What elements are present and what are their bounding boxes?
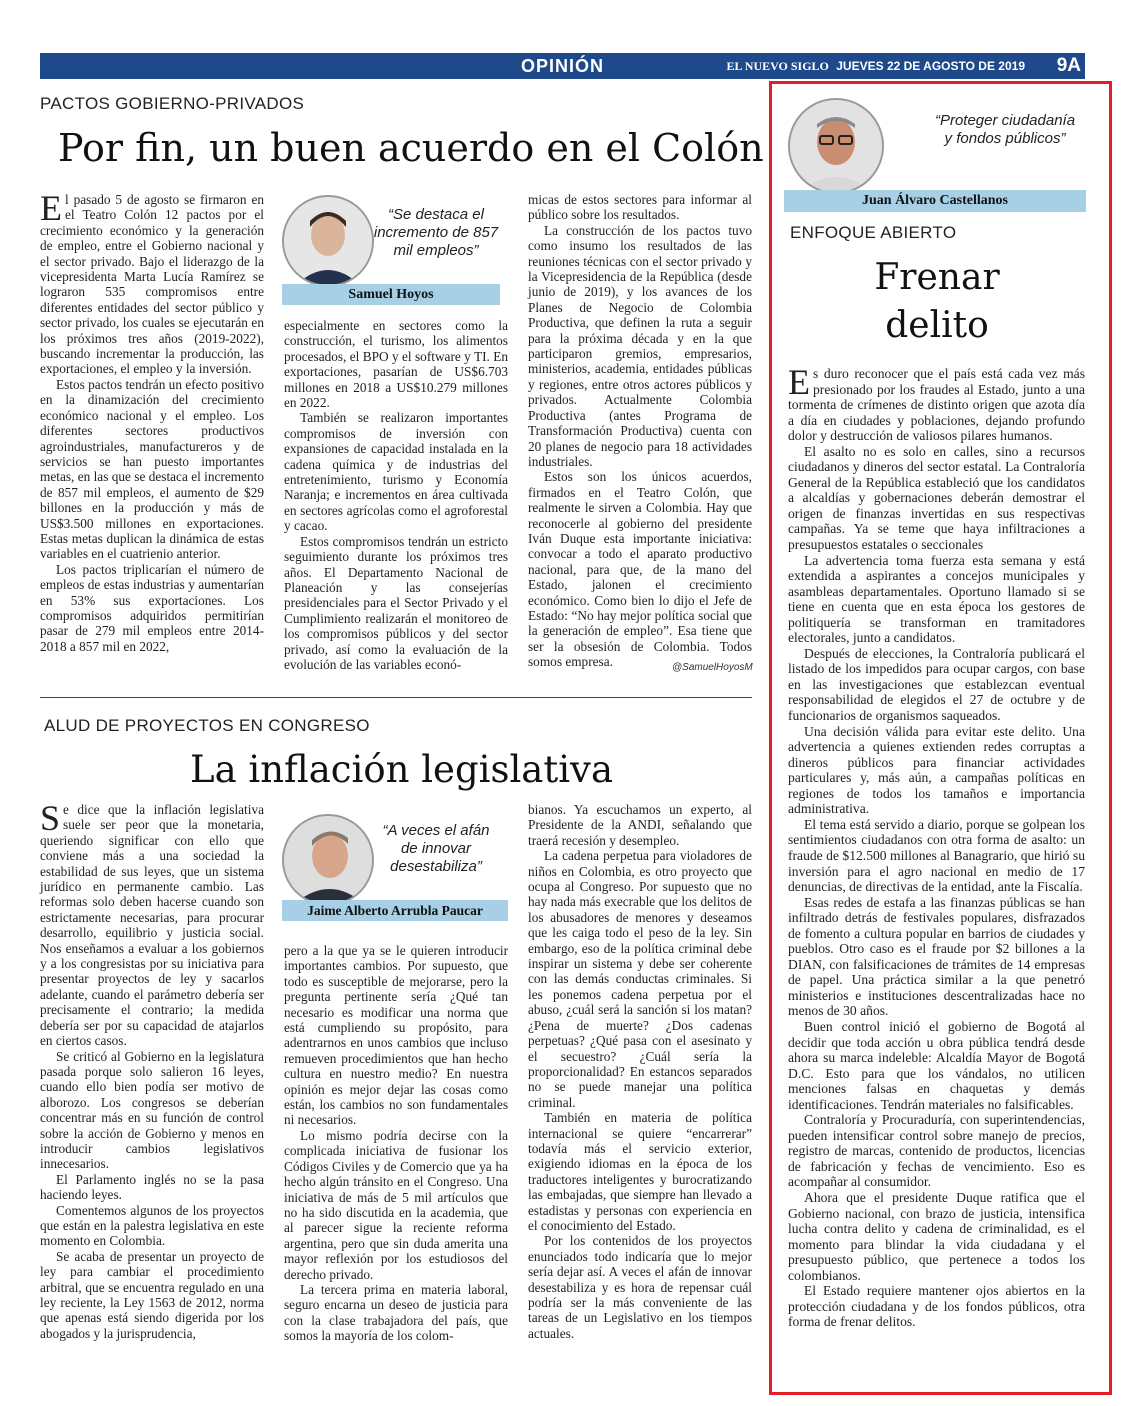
article1-kicker: PACTOS GOBIERNO-PRIVADOS xyxy=(40,94,305,113)
page-header xyxy=(40,53,1085,79)
paragraph: Buen control inició el gobierno de Bogotá al decidir que toda acción u obra pública tendrá desde ahora su marca indeleble: Alcaldía Mayor de Bogotá D.C. Esto para que los vándalos, no utilicen menciones falsas en chaquetas y demás identificaciones. Tendrán materiales no falsificables. xyxy=(788,1018,1085,1112)
paragraph: Estos compromisos tendrán un estricto seguimiento durante los próximos tres años. El Departamento Nacional de Planeación y las consejerías presidenciales para el Sector Privado y el Cumplimiento realizarán el monitoreo de los compromisos públicos y del sector privado, así como la evaluación de la evolución de las variables econó- xyxy=(284,533,508,672)
paragraph: Se criticó al Gobierno en la legislatura pasada porque solo salieron 16 leyes, cuando ello bien podía ser motivo de alborozo. Los congresos se deberían concentrar más en su función de control sobre la acción de Gobierno y menos en introducir cambios legislativos innecesarios. xyxy=(40,1048,264,1172)
paragraph: Comentemos algunos de los proyectos que están en la palestra legislativa en este momento en Colombia. xyxy=(40,1202,264,1249)
article3-author: Juan Álvaro Castellanos xyxy=(784,190,1086,212)
paragraph: Estos pactos tendrán un efecto positivo en la dinamización del crecimiento económico nacional y el empleo. Los diferentes sectores productivos agroindustriales, manufactureros y de servicios se han puesto importantes metas, en las que se destaca el incremento de 857 mil empleos, el aumento de $29 billones en la producción y más de US$3.500 millones en exportaciones. Estas metas duplican la dinámica de estas variables en el cuatrienio anterior. xyxy=(40,376,264,562)
paragraph: Se acaba de presentar un proyecto de ley para cambiar el procedimiento arbitral, que se encuentra regulado en una ley reciente, la Ley 1563 de 2012, norma que apenas está siendo digerida por los abogados y la jurisprudencia, xyxy=(40,1248,264,1341)
paragraph: e dice que la inflación legislativa suele ser peor que la monetaria, queriendo significar con ello que conviene más a una sociedad la estabilidad de sus leyes, que un sistema jurídico en permanente cambio. Las reformas solo deben hacerse cuando son estrictamente necesarias, para procurar desarrollo, equilibrio y justicia social. Nos enseñamos a evaluar a los gobiernos y a los congresistas por su iniciativa para presentar proyectos de ley y sacarlos adelante, cuando el parámetro debería ser precisamente el contrario; la medida debería ser por su capacidad de atajarlos en ciertos casos. xyxy=(40,802,264,1049)
article-divider xyxy=(40,697,752,698)
paragraph: Una decisión válida para evitar este delito. Una advertencia a quienes extienden redes corruptas a dineros públicos para financiar actividades particulares y, más aún, a campañas políticas en regiones de todos los tamaños e importancia administrativa. xyxy=(788,723,1085,817)
paragraph: Los pactos triplicarían el número de empleos de estas industrias y aumentarían en 53% sus exportaciones. Los compromisos adquiridos permitirían pasar de 279 mil empleos entre 2014-2018 a 857 mil en 2022, xyxy=(40,561,264,654)
paragraph: Ahora que el presidente Duque ratifica que el Gobierno nacional, con brazo de justicia, intensifica lucha contra delito y cadena de criminalidad, es el momento para blindar la vida ciudadana y el presupuesto público, que pertenece a todos los colombianos. xyxy=(788,1189,1085,1283)
highlight-box xyxy=(769,81,1112,1395)
paragraph: La construcción de los pactos tuvo como insumo los resultados de las reuniones técnicas con el sector privado y la Vicepresidencia de la República (desde junio de 2019), y los avances de los Planes de Negocio de Colombia Productiva, que definen la ruta a seguir para la próxima década y en la que participaron gremios, empresarios, ministerios, academia, entidades públicas y regiones, entre otros actores públicos y privados. Actualmente Colombia Productiva (antes Programa de Transformación Productiva) cuenta con 20 planes de negocio para 18 actividades industriales. xyxy=(528,222,752,469)
paragraph: La cadena perpetua para violadores de niños en Colombia, es otro proyecto que ocupa al Congreso. Por supuesto que no hay nada más execrable que los delitos de los abusadores de menores y deseamos que les caiga todo el peso de la ley. Sin embargo, eso de la política criminal debe inspirar un sistema y debe ser coherente con las demás conductas criminales. Si les ponemos cadena perpetua por el abuso, ¿cuál será la sanción si los matan? ¿Pena de muerte? ¿Dos cadenas perpetuas? ¿Qué pasa con el asesinato y el secuestro? ¿Cuál sería la proporcionalidad? En estancos separados no se puede manejar una política criminal. xyxy=(528,848,752,1110)
paragraph: bianos. Ya escuchamos un experto, al Presidente de la ANDI, señalando que traerá recesión y desempleo. xyxy=(528,802,752,848)
article3-pull-quote: “Proteger ciudadanía y fondos públicos” xyxy=(934,112,1076,147)
paragraph: La tercera prima en materia laboral, seguro encarna un deseo de justicia para con la clase trabajadora del país, que somos la mayoría de los colom- xyxy=(284,1281,508,1344)
article2-pull-quote: “A veces el afán de innovar desestabiliza” xyxy=(382,822,490,875)
paragraph: El Estado requiere mantener ojos abiertos en la protección ciudadana y de los fondos públicos, otra forma de frenar delitos. xyxy=(788,1283,1085,1330)
paragraph: s duro reconocer que el país está cada vez más presionado por los fraudes al Estado, junto a una tormenta de crímenes de distinto origen que azota día a día en ciudades y poblaciones, dejando profundo dolor y destrucción de valiosos pilares humanos. xyxy=(788,366,1085,444)
article2-col3 xyxy=(528,802,752,1341)
author-handle: @SamuelHoyosM xyxy=(672,662,753,673)
paragraph: pero a la que ya se le quieren introducir importantes cambios. Por supuesto, que todo es susceptible de mejorarse, pero la pregunta pertinente sería ¿Qué tan necesario es modificar una norma que está cumpliendo su propósito, para adentrarnos en unos cambios que incluso remueven procedimientos que han hecho cultura en nuestro medio? En nuestra opinión es mejor dejar las cosas como están, los cambios no son fundamentales ni necesarios. xyxy=(284,943,508,1128)
title-line: Frenar xyxy=(874,257,1000,298)
paragraph: l pasado 5 de agosto se firmaron en el Teatro Colón 12 pactos por el crecimiento económico y la generación de empleo, entre el Gobierno nacional y el sector privado. Bajo el liderazgo de la vicepresidenta Marta Lucía Ramírez se lograron 535 compromisos entre diferentes entidades del sector público y sector privado, los cuales se ejecutarán en los próximos tres años (2019-2022), buscando incrementar la producción, las exportaciones, el empleo y la inversión. xyxy=(40,192,264,377)
author-photo-jaime xyxy=(282,814,374,906)
article2-col1 xyxy=(40,798,264,1341)
article1-author: Samuel Hoyos xyxy=(282,284,500,305)
article2-author: Jaime Alberto Arrubla Paucar xyxy=(282,900,508,921)
article2-dropcap: S xyxy=(40,798,61,838)
paragraph: especialmente en sectores como la construcción, el turismo, los alimentos procesados, el BPO y el software y TI. En exportaciones, pasarían de US$6.703 millones en 2018 a US$10.279 millones en 2022. xyxy=(284,318,508,411)
portrait-icon xyxy=(284,197,372,285)
paragraph: El Parlamento inglés no se la pasa haciendo leyes. xyxy=(40,1171,264,1203)
article1-col3 xyxy=(528,192,752,670)
paragraph: Lo mismo podría decirse con la complicada iniciativa de fusionar los Códigos Civiles y de Comercio que ya ha hecho algún tránsito en el Congreso. Una iniciativa de más de 5 mil artículos que no ha sido discutida en la academia, que al parecer sigue la reciente reforma argentina, pero que sin duda amerita una mayor reflexión por los estudiosos del derecho privado. xyxy=(284,1127,508,1282)
article1-pull-quote: “Se destaca el incremento de 857 mil empleos” xyxy=(373,206,499,259)
paragraph: La advertencia toma fuerza esta semana y está extendida a aspirantes a concejos municipales y asambleas departamentales. Oportuno llamado si se tiene en cuenta que en esta época los gestores de politiquería se transforman en tramitadores electorales, junto a candidatos. xyxy=(788,552,1085,646)
portrait-icon xyxy=(284,816,372,904)
paragraph: El tema está servido a diario, porque se golpean los sentimientos ciudadanos con otra forma de asalto: un fraude de $12.500 millones al Banagrario, que hirió su inversión para el agro nacional en medio de 17 denuncias, de directivas de la entidad, ante la Fiscalía. xyxy=(788,816,1085,895)
article1-title: Por fin, un buen acuerdo en el Colón xyxy=(58,126,764,170)
article1-col2 xyxy=(284,318,508,672)
paper-date xyxy=(726,59,1025,74)
paragraph: Después de elecciones, la Contraloría publicará el listado de los impedidos para ocupar cargos, con base en las investigaciones que establezcan eventual responsabilidad de elegidos el 27 de octubre y de funcionarios de organismos saqueados. xyxy=(788,645,1085,724)
article2-title: La inflación legislativa xyxy=(190,748,614,791)
author-photo-samuel xyxy=(282,195,374,287)
paragraph: Por los contenidos de los proyectos enunciados todo indicaría que lo mejor sería dejar así. A veces el afán de innovar desestabiliza y es hora de repensar cuál podría ser la más conveniente de las tareas de un Legislativo en los tiempos actuales. xyxy=(528,1233,752,1341)
article3-dropcap: E xyxy=(788,362,810,402)
paragraph: Estos son los únicos acuerdos, firmados en el Teatro Colón, que realmente le sirven a Colombia. Hay que reconocerle al gobierno del presidente Iván Duque esta importante iniciativa: convocar a todo el aparato productivo nacional, para que, de la mano del Estado, jalonen el crecimiento económico. Como bien lo dijo el Jefe de Estado: “No hay mejor política social que la generación de empleo”. Esa tiene que ser la obsesión de Colombia. Todos somos empresa. xyxy=(528,469,752,670)
article2-kicker: ALUD DE PROYECTOS EN CONGRESO xyxy=(44,716,370,735)
title-line: delito xyxy=(885,305,989,346)
article2-col2 xyxy=(284,943,508,1344)
section-title: OPINIÓN xyxy=(520,56,604,76)
paragraph: Contraloría y Procuraduría, con superintendencias, pueden intensificar control sobre manejo de precios, registro de marcas, contenido de productos, licencias de fabricación y fechas de vencimiento. Eso es acompañar al consumidor. xyxy=(788,1112,1085,1190)
article3-kicker: ENFOQUE ABIERTO xyxy=(790,223,957,242)
article1-dropcap: E xyxy=(40,188,62,228)
issue-date: JUEVES 22 DE AGOSTO DE 2019 xyxy=(836,59,1025,73)
paragraph: También se realizaron importantes compromisos de inversión con expansiones de capacidad instalada en la cadena química y de industrias del entretenimiento, turismo y Economía Naranja; e incrementos en área cultivada en sectores agrícolas como el agroforestal y cacao. xyxy=(284,410,508,534)
article1-col1 xyxy=(40,188,264,654)
page-number: 9A xyxy=(1056,55,1081,76)
paper-name: EL NUEVO SIGLO xyxy=(726,59,829,73)
paragraph: También en materia de política internacional se quiere “encarrerar” todavía más el servicio exterior, exigiendo idiomas en la época de los traductores inteligentes y burocratizando las embajadas, que siempre han llevado a estadistas y personas con experiencia en el conocimiento del Estado. xyxy=(528,1110,752,1233)
paragraph: micas de estos sectores para informar al público sobre los resultados. xyxy=(528,192,752,223)
paragraph: El asalto no es solo en calles, sino a recursos ciudadanos y dineros del sector estatal. La Contraloría General de la República estableció que los candidatos a alcaldías y gobernaciones deberán demostrar el origen de finanzas invertidas en sus respectivas campañas. Ya se teme que haya infiltraciones a presupuestos estatales o seccionales xyxy=(788,443,1085,553)
paragraph: Esas redes de estafa a las finanzas públicas se han infiltrado detrás de festivales populares, disfrazados de fomento a cultura popular en barrios de ciudades y pueblos. Otro caso es el fraude por $2 billones a la DIAN, con falsificaciones de trámites de 14 empresas de papel. Una práctica similar a la que penetró ministerios e instituciones descentralizadas hace no menos de 30 años. xyxy=(788,894,1085,1019)
